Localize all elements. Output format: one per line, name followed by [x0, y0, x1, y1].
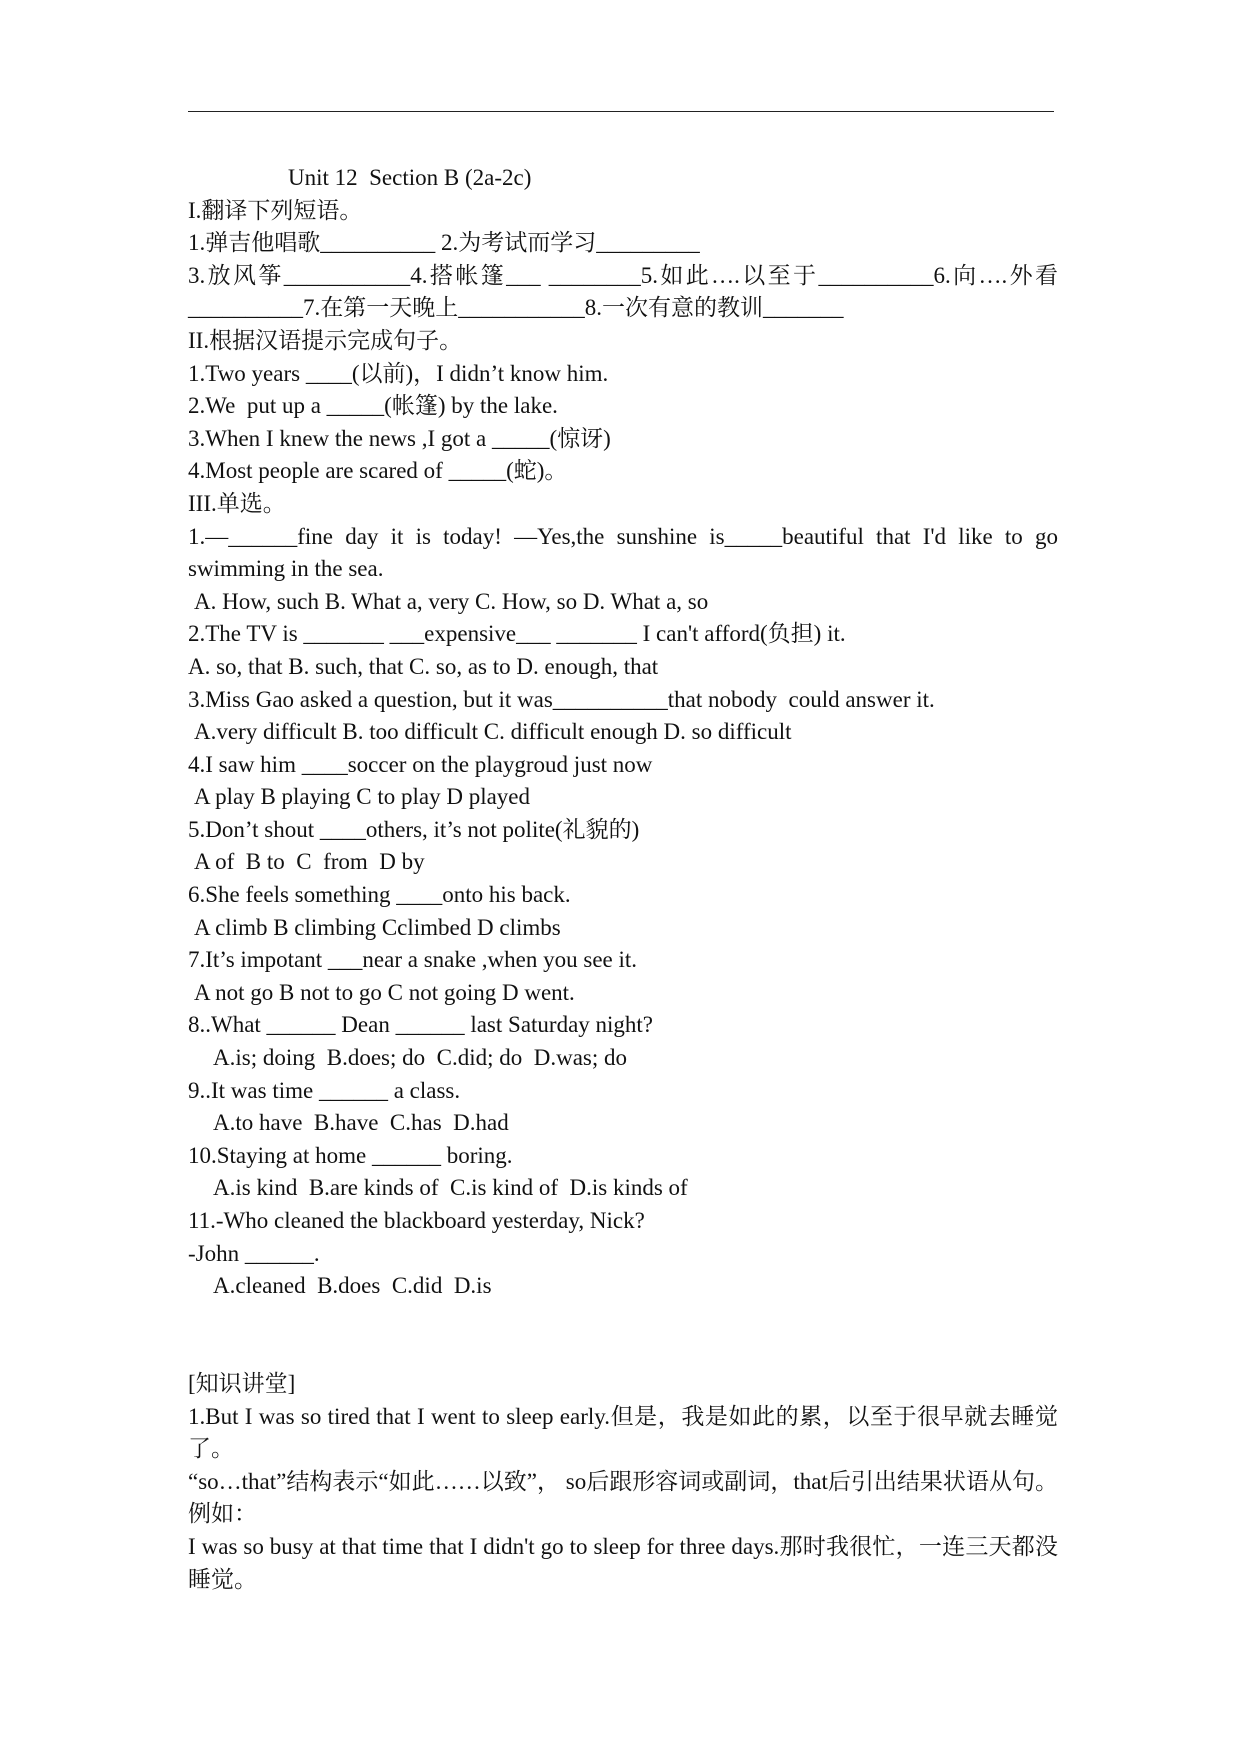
knowledge-heading: [知识讲堂] — [188, 1370, 296, 1396]
section2-line-4: 4.Most people are scared of _____(蛇)。 — [188, 458, 568, 484]
question-4-options: A play B playing C to play D played — [194, 784, 531, 810]
question-4: 4.I saw him ____soccer on the playgroud just now — [188, 751, 653, 777]
question-2-options: A. so, that B. such, that C. so, as to D. enough, that — [188, 653, 659, 679]
knowledge-paragraph-1: 1.But I was so tired that I went to sleep early.但是，我是如此的累，以至于很早就去睡觉了。 — [188, 1403, 1058, 1462]
question-5: 5.Don’t shout ____others, it’s not polite(礼貌的) — [188, 816, 640, 842]
knowledge-paragraph-2: “so…that”结构表示“如此……以致”， so后跟形容词或副词，that后引出结果状语从句。例如： — [188, 1468, 1058, 1527]
question-1-options: A. How, such B. What a, very C. How, so D. What a, so — [194, 588, 709, 614]
section2-line-1: 1.Two years ____(以前)，I didn’t know him. — [188, 360, 609, 386]
header-rule — [188, 111, 1054, 112]
question-10-options: A.is kind B.are kinds of C.is kind of D.is kinds of — [213, 1175, 688, 1201]
section2-line-3: 3.When I knew the news ,I got a _____(惊讶) — [188, 425, 611, 451]
question-10: 10.Staying at home ______ boring. — [188, 1142, 513, 1168]
question-3-options: A.very difficult B. too difficult C. difficult enough D. so difficult — [194, 719, 792, 745]
question-5-options: A of B to C from D by — [194, 849, 425, 875]
section2-line-2: 2.We put up a _____(帐篷) by the lake. — [188, 393, 558, 419]
question-9-options: A.to have B.have C.has D.had — [213, 1110, 509, 1136]
question-9: 9..It was time ______ a class. — [188, 1077, 461, 1103]
question-2: 2.The TV is _______ ___expensive___ _______ I can't afford(负担) it. — [188, 621, 846, 647]
section1-heading: I.翻译下列短语。 — [188, 197, 363, 223]
question-7: 7.It’s impotant ___near a snake ,when you see it. — [188, 947, 638, 973]
section2-heading: II.根据汉语提示完成句子。 — [188, 327, 463, 353]
section3-heading: III.单选。 — [188, 490, 286, 516]
worksheet-title: Unit 12 Section B (2a-2c) — [288, 165, 532, 190]
question-1: 1.—______fine day it is today! —Yes,the sunshine is_____beautiful that I'd like to go swimming in the sea. — [188, 523, 1058, 582]
section1-line-2: 3.放风筝___________4.搭帐篷___ ________5.如此….以至于__________6.向….外看__________7.在第一天晚上___________8.一次有意的教训_______ — [188, 262, 1058, 321]
question-7-options: A not go B not to go C not going D went. — [194, 979, 575, 1005]
question-11: 11.-Who cleaned the blackboard yesterday, Nick? — [188, 1208, 645, 1233]
question-8: 8..What ______ Dean ______ last Saturday night? — [188, 1012, 654, 1038]
question-11-options: A.cleaned B.does C.did D.is — [213, 1273, 492, 1299]
worksheet-content — [188, 162, 1058, 1596]
question-3: 3.Miss Gao asked a question, but it was__________that nobody could answer it. — [188, 686, 935, 712]
question-8-options: A.is; doing B.does; do C.did; do D.was; do — [213, 1045, 628, 1071]
knowledge-paragraph-3: I was so busy at that time that I didn't go to sleep for three days.那时我很忙，一连三天都没睡觉。 — [188, 1533, 1058, 1592]
spacer — [188, 1303, 1058, 1368]
section1-line-1: 1.弹吉他唱歌__________ 2.为考试而学习_________ — [188, 230, 700, 256]
question-11-answer: -John ______. — [188, 1240, 320, 1266]
question-6: 6.She feels something ____onto his back. — [188, 882, 571, 908]
question-6-options: A climb B climbing Cclimbed D climbs — [194, 914, 561, 940]
